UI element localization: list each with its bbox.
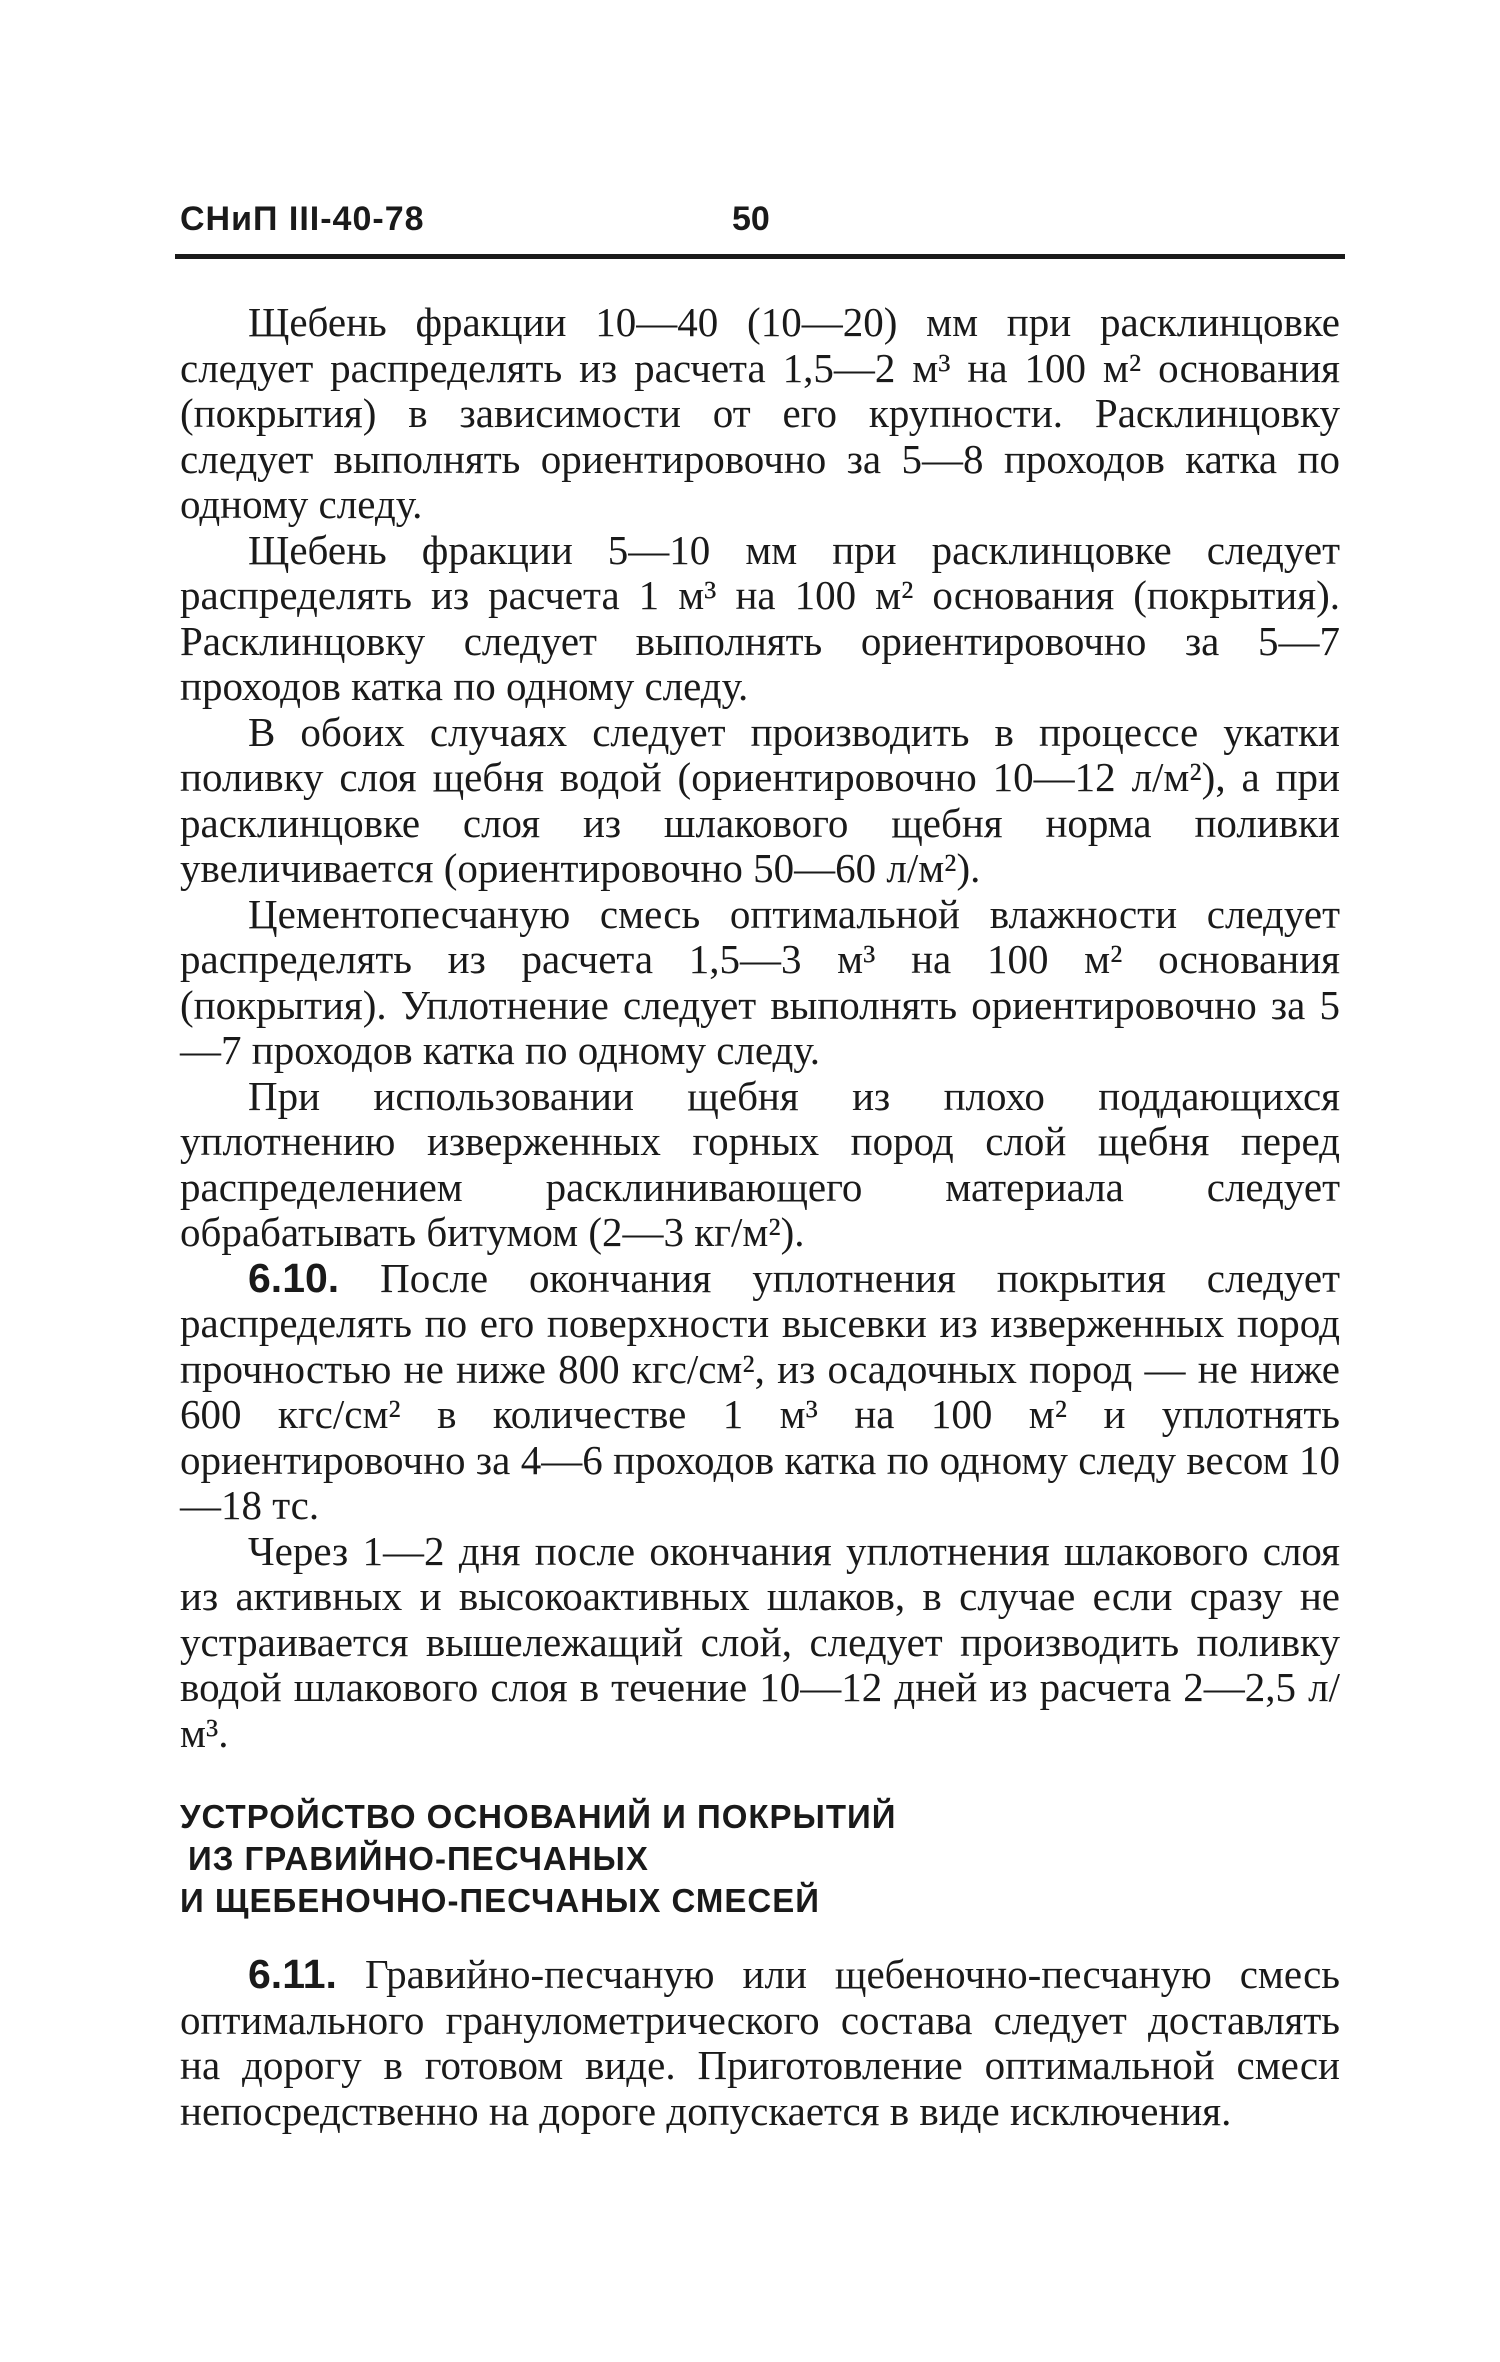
paragraph-text: Через 1—2 дня после окончания уплотнения шлакового слоя из активных и высокоактивных шлаков, в случае если сразу не устраивается вышележащий слой, следует производить поливку водой шлакового слоя в течение 10—12 дней из расчета 2—2,5 л/м³. bbox=[180, 1527, 1340, 1756]
page-number: 50 bbox=[732, 200, 770, 238]
paragraph-text: Щебень фракции 10—40 (10—20) мм при расклинцовке следует распределять из расчета 1,5—2 м³ на 100 м² основания (покрытия) в зависимости от его крупности. Расклинцовку следует выполнять ориентировочно за 5—8 проходов катка по одному следу. bbox=[180, 299, 1340, 527]
paragraph-text: При использовании щебня из плохо поддающихся уплотнению изверженных горных пород слой щебня перед распределением расклинивающего материала следует обрабатывать битумом (2—3 кг/м²). bbox=[180, 1072, 1340, 1255]
section-heading-line: И ЩЕБЕНОЧНО-ПЕСЧАНЫХ СМЕСЕЙ bbox=[180, 1882, 820, 1919]
page-header bbox=[180, 200, 1340, 260]
paragraph bbox=[180, 1074, 1340, 1256]
paragraph-text: Гравийно-песчаную или щебеночно-песчаную смесь оптимального гранулометрического состава следует доставлять на дорогу в готовом виде. Приготовление оптимальной смеси непосредственно на дороге допускается в виде исключения. bbox=[180, 1951, 1340, 2134]
paragraph bbox=[180, 892, 1340, 1074]
paragraph-text: Щебень фракции 5—10 мм при расклинцовке следует распределять из расчета 1 м³ на 100 м² основания (покрытия). Расклинцовку следует выполнять ориентировочно за 5—7 проходов катка по одному следу. bbox=[180, 526, 1340, 709]
paragraph-text: В обоих случаях следует производить в процессе укатки поливку слоя щебня водой (ориентировочно 10—12 л/м²), а при расклинцовке слоя из шлакового щебня норма поливки увеличивается (ориентировочно 50—60 л/м²). bbox=[180, 708, 1340, 891]
section-heading bbox=[180, 1796, 1340, 1922]
paragraph-text: После окончания уплотнения покрытия следует распределять по его поверхности высевки из изверженных пород прочностью не ниже 800 кгс/см², из осадочных пород — не ниже 600 кгс/см² в количестве 1 м³ на 100 м² и уплотнять ориентировочно за 4—6 проходов катка по одному следу весом 10—18 тс. bbox=[180, 1254, 1341, 1528]
clause-6-11 bbox=[180, 1952, 1340, 2134]
document-code: СНиП III-40-78 bbox=[180, 200, 425, 238]
clause-6-10 bbox=[180, 1256, 1340, 1529]
section-heading-line: УСТРОЙСТВО ОСНОВАНИЙ И ПОКРЫТИЙ bbox=[180, 1798, 897, 1835]
paragraph bbox=[180, 710, 1340, 892]
paragraph bbox=[180, 300, 1340, 528]
paragraph bbox=[180, 528, 1340, 710]
header-divider bbox=[175, 254, 1345, 259]
clause-number: 6.11. bbox=[248, 1951, 337, 1997]
paragraph bbox=[180, 1529, 1340, 1757]
page-body bbox=[180, 300, 1340, 2134]
section-heading-line: ИЗ ГРАВИЙНО-ПЕСЧАНЫХ bbox=[188, 1840, 649, 1877]
paragraph-text: Цементопесчаную смесь оптимальной влажности следует распределять из расчета 1,5—3 м³ на 100 м² основания (покрытия). Уплотнение следует выполнять ориентировочно за 5—7 проходов катка по одному следу. bbox=[180, 890, 1340, 1073]
clause-number: 6.10. bbox=[248, 1254, 340, 1301]
